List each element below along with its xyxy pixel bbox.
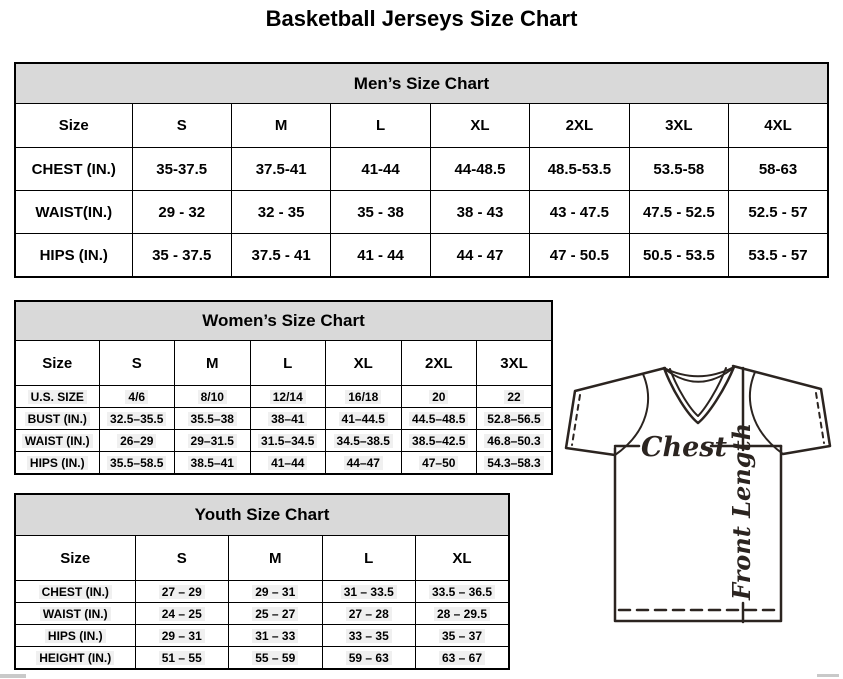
- row-label: CHEST (IN.): [15, 148, 132, 191]
- size-cell: 35 - 38: [331, 191, 430, 234]
- size-cell: 31.5–34.5: [250, 430, 326, 452]
- table-row: [15, 603, 509, 625]
- column-header: L: [322, 536, 416, 581]
- size-cell: 38.5–41: [175, 452, 251, 475]
- table-row: [15, 234, 828, 278]
- size-cell: 43 - 47.5: [530, 191, 629, 234]
- size-cell: 46.8–50.3: [477, 430, 553, 452]
- size-cell: 59 – 63: [322, 647, 416, 670]
- size-cell: 53.5 - 57: [729, 234, 828, 278]
- size-cell: 29 – 31: [135, 625, 229, 647]
- table-row: [15, 301, 552, 341]
- size-cell: 25 – 27: [229, 603, 323, 625]
- size-cell: 32.5–35.5: [99, 408, 175, 430]
- size-cell: 41–44.5: [326, 408, 402, 430]
- size-cell: 38–41: [250, 408, 326, 430]
- cropped-ui-fragment: [817, 674, 839, 677]
- size-cell: 35-37.5: [132, 148, 231, 191]
- row-label: BUST (IN.): [15, 408, 99, 430]
- size-cell: 50.5 - 53.5: [629, 234, 728, 278]
- womens-size-table: [14, 300, 553, 475]
- size-cell: 41-44: [331, 148, 430, 191]
- size-cell: 4/6: [99, 386, 175, 408]
- size-cell: 35 – 37: [416, 625, 510, 647]
- size-cell: 51 – 55: [135, 647, 229, 670]
- size-cell: 44–47: [326, 452, 402, 475]
- row-label: HIPS (IN.): [15, 452, 99, 475]
- size-cell: 52.8–56.5: [477, 408, 553, 430]
- row-label: HEIGHT (IN.): [15, 647, 135, 670]
- size-cell: 32 - 35: [231, 191, 330, 234]
- row-label: HIPS (IN.): [15, 234, 132, 278]
- column-header: M: [231, 104, 330, 148]
- size-cell: 33.5 – 36.5: [416, 581, 510, 603]
- size-cell: 26–29: [99, 430, 175, 452]
- womens-chart-title: Women’s Size Chart: [15, 301, 552, 341]
- size-cell: 47–50: [401, 452, 477, 475]
- size-cell: 27 – 28: [322, 603, 416, 625]
- row-label: WAIST (IN.): [15, 603, 135, 625]
- size-cell: 29 - 32: [132, 191, 231, 234]
- size-cell: 41 - 44: [331, 234, 430, 278]
- column-header: M: [229, 536, 323, 581]
- size-cell: 44.5–48.5: [401, 408, 477, 430]
- size-cell: 53.5-58: [629, 148, 728, 191]
- front-length-label: Front Length: [727, 422, 756, 600]
- size-cell: 47.5 - 52.5: [629, 191, 728, 234]
- size-cell: 27 – 29: [135, 581, 229, 603]
- size-cell: 44 - 47: [430, 234, 529, 278]
- table-row: [15, 386, 552, 408]
- table-row: [15, 408, 552, 430]
- table-row: [15, 148, 828, 191]
- size-cell: 29 – 31: [229, 581, 323, 603]
- column-header-size: Size: [15, 104, 132, 148]
- row-label: HIPS (IN.): [15, 625, 135, 647]
- table-row: [15, 647, 509, 670]
- chest-label: Chest: [641, 432, 727, 463]
- youth-size-table: [14, 493, 510, 670]
- size-cell: 34.5–38.5: [326, 430, 402, 452]
- row-label: U.S. SIZE: [15, 386, 99, 408]
- column-header: M: [175, 341, 251, 386]
- mens-chart-title: Men’s Size Chart: [15, 63, 828, 104]
- size-cell: 33 – 35: [322, 625, 416, 647]
- column-header: 3XL: [477, 341, 553, 386]
- size-cell: 41–44: [250, 452, 326, 475]
- table-row: [15, 341, 552, 386]
- size-cell: 28 – 29.5: [416, 603, 510, 625]
- column-header: S: [99, 341, 175, 386]
- size-cell: 12/14: [250, 386, 326, 408]
- mens-size-table: [14, 62, 829, 278]
- size-cell: 35 - 37.5: [132, 234, 231, 278]
- column-header: XL: [430, 104, 529, 148]
- size-cell: 35.5–58.5: [99, 452, 175, 475]
- column-header: XL: [326, 341, 402, 386]
- size-cell: 31 – 33: [229, 625, 323, 647]
- jersey-body: [615, 446, 781, 621]
- size-cell: 44-48.5: [430, 148, 529, 191]
- size-cell: 54.3–58.3: [477, 452, 553, 475]
- column-header: 4XL: [729, 104, 828, 148]
- table-row: [15, 494, 509, 536]
- column-header: 2XL: [530, 104, 629, 148]
- table-row: [15, 191, 828, 234]
- size-cell: 31 – 33.5: [322, 581, 416, 603]
- size-cell: 48.5-53.5: [530, 148, 629, 191]
- size-cell: 29–31.5: [175, 430, 251, 452]
- page-title: Basketball Jerseys Size Chart: [265, 6, 578, 31]
- row-label: WAIST(IN.): [15, 191, 132, 234]
- jersey-collar-v-inner: [670, 368, 726, 416]
- column-header: L: [331, 104, 430, 148]
- size-cell: 8/10: [175, 386, 251, 408]
- table-row: [15, 581, 509, 603]
- column-header-size: Size: [15, 341, 99, 386]
- table-row: [15, 452, 552, 475]
- size-cell: 47 - 50.5: [530, 234, 629, 278]
- table-row: [15, 430, 552, 452]
- size-cell: 22: [477, 386, 553, 408]
- table-row: [15, 625, 509, 647]
- size-cell: 38.5–42.5: [401, 430, 477, 452]
- size-cell: 20: [401, 386, 477, 408]
- column-header: 3XL: [629, 104, 728, 148]
- size-cell: 52.5 - 57: [729, 191, 828, 234]
- size-cell: 24 – 25: [135, 603, 229, 625]
- column-header: L: [250, 341, 326, 386]
- table-row: [15, 63, 828, 104]
- cropped-ui-fragment: [0, 674, 26, 678]
- size-cell: 58-63: [729, 148, 828, 191]
- size-cell: 37.5 - 41: [231, 234, 330, 278]
- size-cell: 37.5-41: [231, 148, 330, 191]
- column-header: XL: [416, 536, 510, 581]
- column-header: S: [135, 536, 229, 581]
- table-row: [15, 536, 509, 581]
- table-row: [15, 104, 828, 148]
- column-header: 2XL: [401, 341, 477, 386]
- size-cell: 55 – 59: [229, 647, 323, 670]
- column-header: S: [132, 104, 231, 148]
- size-cell: 35.5–38: [175, 408, 251, 430]
- row-label: CHEST (IN.): [15, 581, 135, 603]
- size-cell: 16/18: [326, 386, 402, 408]
- column-header-size: Size: [15, 536, 135, 581]
- row-label: WAIST (IN.): [15, 430, 99, 452]
- youth-chart-title: Youth Size Chart: [15, 494, 509, 536]
- size-cell: 63 – 67: [416, 647, 510, 670]
- jersey-measurement-diagram: [553, 358, 843, 630]
- size-cell: 38 - 43: [430, 191, 529, 234]
